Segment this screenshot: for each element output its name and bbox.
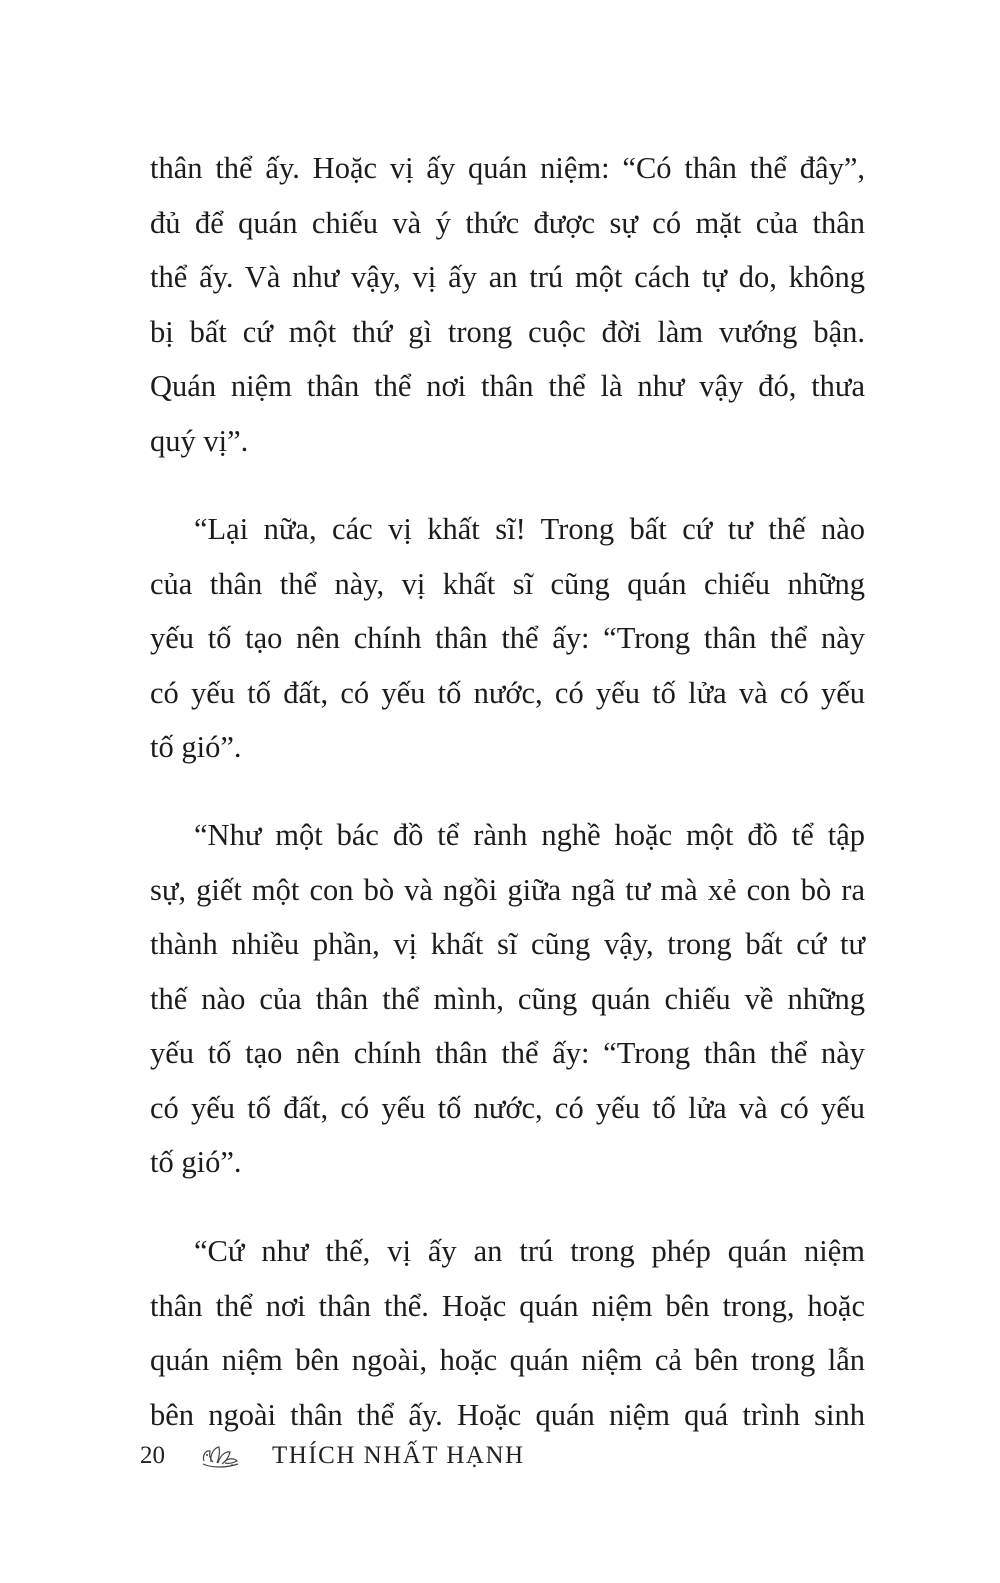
paragraph-2 (150, 502, 865, 775)
text-line: có yếu tố đất, có yếu tố nước, có yếu tố lửa và có yếu (150, 1090, 865, 1125)
text-line: “Như một bác đồ tể rành nghề hoặc một đồ tể tập (194, 818, 865, 852)
text-line: sự, giết một con bò và ngồi giữa ngã tư mà xẻ con bò ra (150, 872, 865, 907)
text-line: bị bất cứ một thứ gì trong cuộc đời làm vướng bận. (150, 314, 865, 349)
text-line: quán niệm bên ngoài, hoặc quán niệm cả bên trong lẫn (150, 1343, 865, 1377)
text-line: “Cứ như thế, vị ấy an trú trong phép quán niệm (194, 1234, 865, 1268)
text-line: thế nào của thân thể mình, cũng quán chiếu về những (150, 981, 865, 1016)
page-footer (140, 1436, 525, 1476)
text-line: tố gió”. (150, 730, 242, 764)
paragraph-4 (150, 1224, 865, 1442)
paragraph-1 (150, 141, 865, 468)
paragraph-3 (150, 808, 865, 1190)
text-line: tố gió”. (150, 1145, 242, 1179)
text-line: có yếu tố đất, có yếu tố nước, có yếu tố lửa và có yếu (150, 675, 865, 710)
text-line: thân thể ấy. Hoặc vị ấy quán niệm: “Có thân thể đây”, (150, 151, 865, 185)
text-line: bên ngoài thân thể ấy. Hoặc quán niệm quá trình sinh (150, 1397, 865, 1432)
author-name: THÍCH NHẤT HẠNH (272, 1442, 525, 1469)
page-number: 20 (140, 1442, 165, 1469)
text-line: của thân thể này, vị khất sĩ cũng quán chiếu những (150, 566, 865, 601)
lotus-ornament-icon (198, 1441, 242, 1471)
text-line: quý vị”. (150, 423, 249, 458)
text-line: yếu tố tạo nên chính thân thể ấy: “Trong thân thể này (150, 1036, 865, 1070)
text-line: thành nhiều phần, vị khất sĩ cũng vậy, trong bất cứ tư (150, 927, 865, 961)
text-line: đủ để quán chiếu và ý thức được sự có mặt của thân (150, 205, 865, 240)
text-line: yếu tố tạo nên chính thân thể ấy: “Trong thân thể này (150, 621, 865, 655)
text-line: thân thể nơi thân thể. Hoặc quán niệm bên trong, hoặc (150, 1288, 865, 1323)
text-line: “Lại nữa, các vị khất sĩ! Trong bất cứ tư thế nào (194, 512, 865, 546)
text-line: Quán niệm thân thể nơi thân thể là như vậy đó, thưa (150, 369, 865, 403)
text-line: thể ấy. Và như vậy, vị ấy an trú một cách tự do, không (150, 260, 865, 294)
